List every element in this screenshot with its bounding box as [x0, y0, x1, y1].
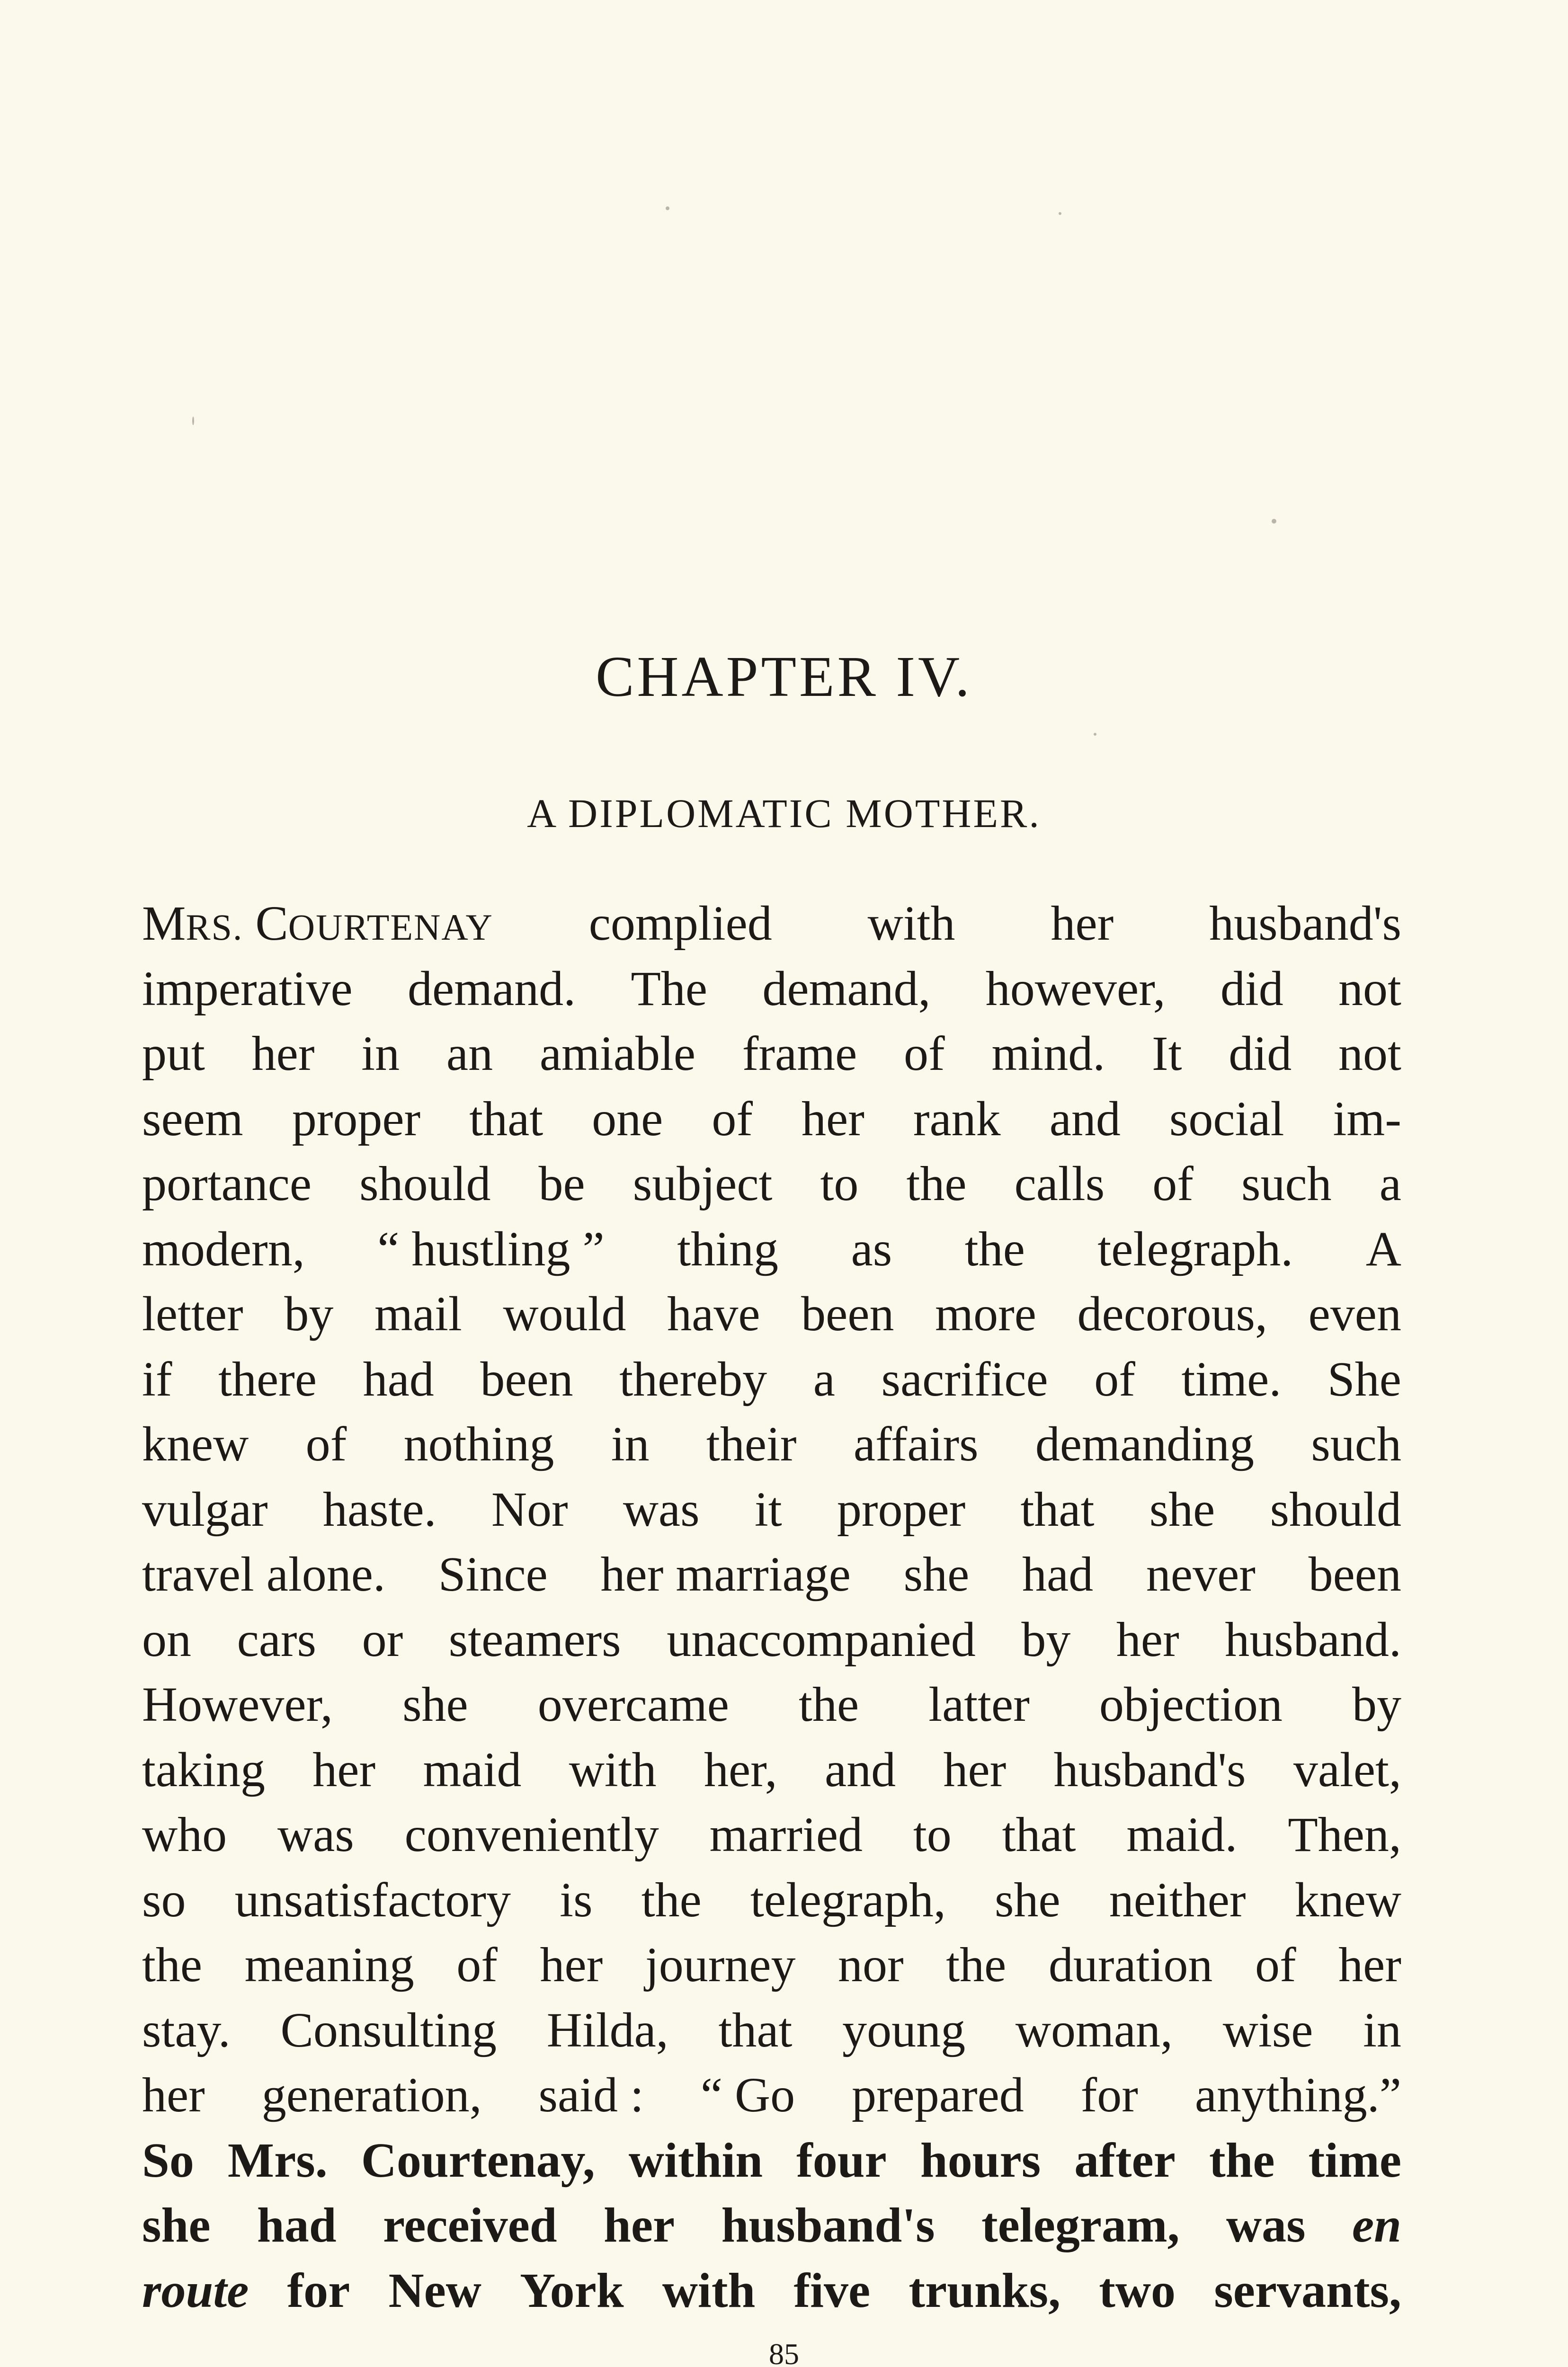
text-word: conveniently: [404, 1807, 659, 1862]
text-word: however,: [985, 961, 1166, 1016]
text-word: of: [904, 1026, 945, 1081]
text-word: New: [388, 2263, 481, 2318]
text-line: [142, 2258, 1401, 2323]
text-word: unaccompanied: [667, 1612, 976, 1667]
text-word: did: [1229, 1026, 1292, 1081]
text-line: [142, 2063, 1401, 2128]
text-word: did: [1220, 961, 1283, 1016]
text-word: travel alone.: [142, 1547, 385, 1602]
text-word: on: [142, 1612, 191, 1667]
text-word: vulgar: [142, 1482, 268, 1537]
text-line: [142, 2128, 1401, 2193]
text-word: would: [503, 1287, 626, 1341]
text-word: knew: [1294, 1872, 1401, 1927]
text-word: thing: [677, 1221, 779, 1276]
text-word: “ hustling ”: [377, 1221, 605, 1276]
text-word: cars: [237, 1612, 316, 1667]
text-word: her marriage: [600, 1547, 851, 1602]
text-word: of: [456, 1938, 498, 1992]
text-word: her: [251, 1026, 315, 1081]
text-word: with: [662, 2263, 756, 2318]
text-word: seem: [142, 1091, 243, 1146]
text-word: in: [611, 1417, 650, 1471]
text-line: [142, 1347, 1401, 1412]
text-word: objection: [1099, 1677, 1283, 1732]
text-line: [142, 1932, 1401, 1998]
text-word: hours: [920, 2133, 1041, 2188]
text-word: social: [1169, 1091, 1284, 1146]
text-word: married: [709, 1807, 863, 1862]
text-word: meaning: [244, 1938, 414, 1992]
text-word: two: [1099, 2263, 1176, 2318]
text-word: the: [142, 1938, 203, 1992]
text-word: woman,: [1015, 2002, 1173, 2057]
text-word: A: [1365, 1221, 1401, 1276]
text-word: put: [142, 1026, 205, 1081]
paper-speck: [1059, 212, 1061, 215]
page-number: 85: [769, 2337, 799, 2367]
text-word: their: [706, 1417, 797, 1471]
text-line: [142, 1802, 1401, 1868]
text-word: of: [1094, 1352, 1135, 1406]
text-word: duration: [1048, 1938, 1213, 1992]
text-word: a: [1379, 1157, 1401, 1211]
chapter-body-text: [142, 891, 1401, 2323]
text-word: not: [1338, 961, 1401, 1016]
text-word: it: [754, 1482, 782, 1537]
text-word: mind.: [991, 1026, 1105, 1081]
text-line: [142, 1998, 1401, 2063]
text-word: her: [604, 2198, 675, 2252]
text-word: portance: [142, 1157, 312, 1211]
text-word: by: [1021, 1612, 1071, 1667]
text-word: wise: [1222, 2002, 1313, 2057]
text-word: her: [142, 2068, 205, 2122]
text-word: to: [820, 1157, 859, 1211]
text-word: taking: [142, 1742, 265, 1797]
text-line: [142, 2193, 1401, 2258]
text-word: York: [520, 2263, 624, 2318]
text-line: [142, 1477, 1401, 1542]
text-word: maid.: [1126, 1807, 1238, 1862]
text-word: for: [287, 2263, 350, 2318]
text-word: was: [277, 1807, 354, 1862]
text-word: trunks,: [909, 2263, 1061, 2318]
text-word: husband's: [1053, 1742, 1246, 1797]
text-word: by: [1352, 1677, 1401, 1732]
text-word: had: [1022, 1547, 1094, 1602]
text-word: decorous,: [1077, 1287, 1267, 1341]
text-word: the: [946, 1938, 1007, 1992]
text-word: with: [569, 1742, 657, 1797]
text-word: within: [628, 2133, 763, 2188]
text-line: [142, 1737, 1401, 1803]
text-word: route: [142, 2263, 249, 2318]
text-word: a: [813, 1352, 835, 1406]
text-line: [142, 1607, 1401, 1673]
text-word: she: [1149, 1482, 1215, 1537]
text-word: was: [623, 1482, 700, 1537]
text-word: telegraph,: [750, 1872, 946, 1927]
text-word: is: [560, 1872, 593, 1927]
text-word: one: [592, 1091, 663, 1146]
text-word: her: [312, 1742, 376, 1797]
text-line: [142, 956, 1401, 1022]
text-word: had: [257, 2198, 337, 2252]
text-word: subject: [633, 1157, 773, 1211]
text-line: [142, 1868, 1401, 1933]
text-word: servants,: [1214, 2263, 1401, 2318]
text-word: complied: [588, 896, 772, 951]
text-word: for: [1080, 2068, 1138, 2122]
text-word: amiable: [539, 1026, 696, 1081]
text-word: im-: [1333, 1091, 1401, 1146]
text-word: received: [383, 2198, 557, 2252]
text-word: such: [1311, 1417, 1401, 1471]
text-word: Since: [438, 1547, 548, 1602]
paper-speck: [1272, 519, 1276, 524]
text-word: modern,: [142, 1221, 305, 1276]
text-word: unsatisfactory: [234, 1872, 511, 1927]
chapter-subtitle: A DIPLOMATIC MOTHER.: [527, 791, 1041, 836]
text-word: more: [935, 1287, 1036, 1341]
text-word: in: [361, 1026, 400, 1081]
text-word: the: [641, 1872, 702, 1927]
text-word: demanding: [1035, 1417, 1254, 1471]
text-word: so: [142, 1872, 186, 1927]
text-word: her: [802, 1091, 864, 1146]
text-word: to: [913, 1807, 952, 1862]
text-word: time.: [1181, 1352, 1282, 1406]
text-line: [142, 1412, 1401, 1477]
text-word: nor: [838, 1938, 904, 1992]
text-line: [142, 1217, 1401, 1282]
text-word: proper: [292, 1091, 421, 1146]
text-word: haste.: [322, 1482, 437, 1537]
text-line: [142, 1672, 1401, 1737]
text-line: [142, 1281, 1401, 1347]
text-word: after: [1074, 2133, 1176, 2188]
text-word: never: [1146, 1547, 1256, 1602]
text-word: nothing: [403, 1417, 554, 1471]
text-word: was: [1226, 2198, 1306, 2252]
text-word: and: [1049, 1091, 1121, 1146]
text-word: en: [1352, 2198, 1401, 2252]
text-word: imperative: [142, 961, 353, 1016]
text-word: However,: [142, 1677, 333, 1732]
text-word: demand.: [407, 961, 576, 1016]
text-word: letter: [142, 1287, 243, 1341]
text-word: an: [446, 1026, 493, 1081]
text-word: It: [1152, 1026, 1182, 1081]
text-word: by: [284, 1287, 334, 1341]
paper-speck: [192, 417, 194, 425]
text-word: she: [903, 1547, 970, 1602]
text-word: such: [1241, 1157, 1332, 1211]
text-word: that: [718, 2002, 793, 2057]
text-word: and: [824, 1742, 896, 1797]
text-word: MRS. COURTENAY: [142, 896, 493, 951]
text-word: not: [1338, 1026, 1401, 1081]
text-word: anything.”: [1194, 2068, 1401, 2122]
text-word: her: [1116, 1612, 1179, 1667]
text-word: she: [402, 1677, 468, 1732]
text-line: [142, 891, 1401, 956]
text-word: or: [362, 1612, 403, 1667]
text-word: Nor: [491, 1482, 568, 1537]
text-word: be: [538, 1157, 585, 1211]
text-word: her: [1338, 1938, 1401, 1992]
text-word: as: [851, 1221, 892, 1276]
text-word: journey: [645, 1938, 796, 1992]
text-word: Consulting: [280, 2002, 497, 2057]
text-word: have: [667, 1287, 760, 1341]
text-word: mail: [374, 1287, 462, 1341]
text-word: been: [1308, 1547, 1401, 1602]
text-word: demand,: [762, 961, 931, 1016]
text-word: of: [305, 1417, 347, 1471]
text-word: that: [1020, 1482, 1095, 1537]
text-word: husband's: [721, 2198, 935, 2252]
text-word: had: [363, 1352, 434, 1406]
text-word: steamers: [448, 1612, 621, 1667]
text-word: husband's: [1209, 896, 1401, 951]
text-word: knew: [142, 1417, 249, 1471]
text-word: if: [142, 1352, 172, 1406]
text-word: thereby: [619, 1352, 767, 1406]
text-word: been: [480, 1352, 573, 1406]
text-word: her: [1051, 896, 1114, 951]
text-word: husband.: [1225, 1612, 1401, 1667]
text-word: with: [867, 896, 955, 951]
text-word: frame: [742, 1026, 857, 1081]
text-word: stay.: [142, 2002, 231, 2057]
text-line: [142, 1086, 1401, 1152]
text-line: [142, 1542, 1401, 1607]
text-word: her: [540, 1938, 603, 1992]
text-word: latter: [928, 1677, 1030, 1732]
text-word: she: [142, 2198, 211, 2252]
text-word: So: [142, 2133, 194, 2188]
text-word: of: [1255, 1938, 1296, 1992]
text-word: She: [1327, 1352, 1401, 1406]
text-word: The: [631, 961, 708, 1016]
text-word: Hilda,: [546, 2002, 668, 2057]
text-word: of: [1152, 1157, 1194, 1211]
text-word: affairs: [853, 1417, 979, 1471]
text-word: been: [801, 1287, 894, 1341]
text-word: the: [799, 1677, 859, 1732]
text-word: in: [1363, 2002, 1401, 2057]
text-word: valet,: [1293, 1742, 1401, 1797]
text-line: [142, 1021, 1401, 1086]
text-word: of: [712, 1091, 753, 1146]
text-word: neither: [1109, 1872, 1246, 1927]
text-word: telegraph.: [1097, 1221, 1293, 1276]
text-word: the: [906, 1157, 967, 1211]
text-word: should: [359, 1157, 491, 1211]
text-word: her: [943, 1742, 1007, 1797]
text-word: maid: [423, 1742, 522, 1797]
text-word: there: [218, 1352, 317, 1406]
text-word: her,: [704, 1742, 777, 1797]
text-word: the: [964, 1221, 1025, 1276]
text-word: generation,: [261, 2068, 482, 2122]
text-word: overcame: [537, 1677, 729, 1732]
text-word: Then,: [1288, 1807, 1401, 1862]
text-word: sacrifice: [881, 1352, 1048, 1406]
text-word: should: [1270, 1482, 1401, 1537]
text-word: that: [469, 1091, 543, 1146]
text-word: five: [793, 2263, 871, 2318]
text-word: Courtenay,: [361, 2133, 595, 2188]
text-word: that: [1002, 1807, 1076, 1862]
text-word: “ Go: [700, 2068, 795, 2122]
text-word: prepared: [852, 2068, 1024, 2122]
text-word: four: [796, 2133, 887, 2188]
paper-speck: [1094, 733, 1096, 736]
text-word: proper: [837, 1482, 966, 1537]
text-word: the: [1209, 2133, 1275, 2188]
text-word: time: [1308, 2133, 1401, 2188]
chapter-heading: CHAPTER IV.: [596, 645, 972, 709]
paper-speck: [666, 206, 669, 210]
text-word: calls: [1014, 1157, 1105, 1211]
text-word: young: [842, 2002, 966, 2057]
text-word: said :: [538, 2068, 644, 2122]
text-word: who: [142, 1807, 227, 1862]
text-word: even: [1308, 1287, 1401, 1341]
text-word: Mrs.: [227, 2133, 328, 2188]
text-word: rank: [913, 1091, 1001, 1146]
text-word: telegram,: [981, 2198, 1180, 2252]
text-line: [142, 1151, 1401, 1217]
text-word: she: [994, 1872, 1060, 1927]
